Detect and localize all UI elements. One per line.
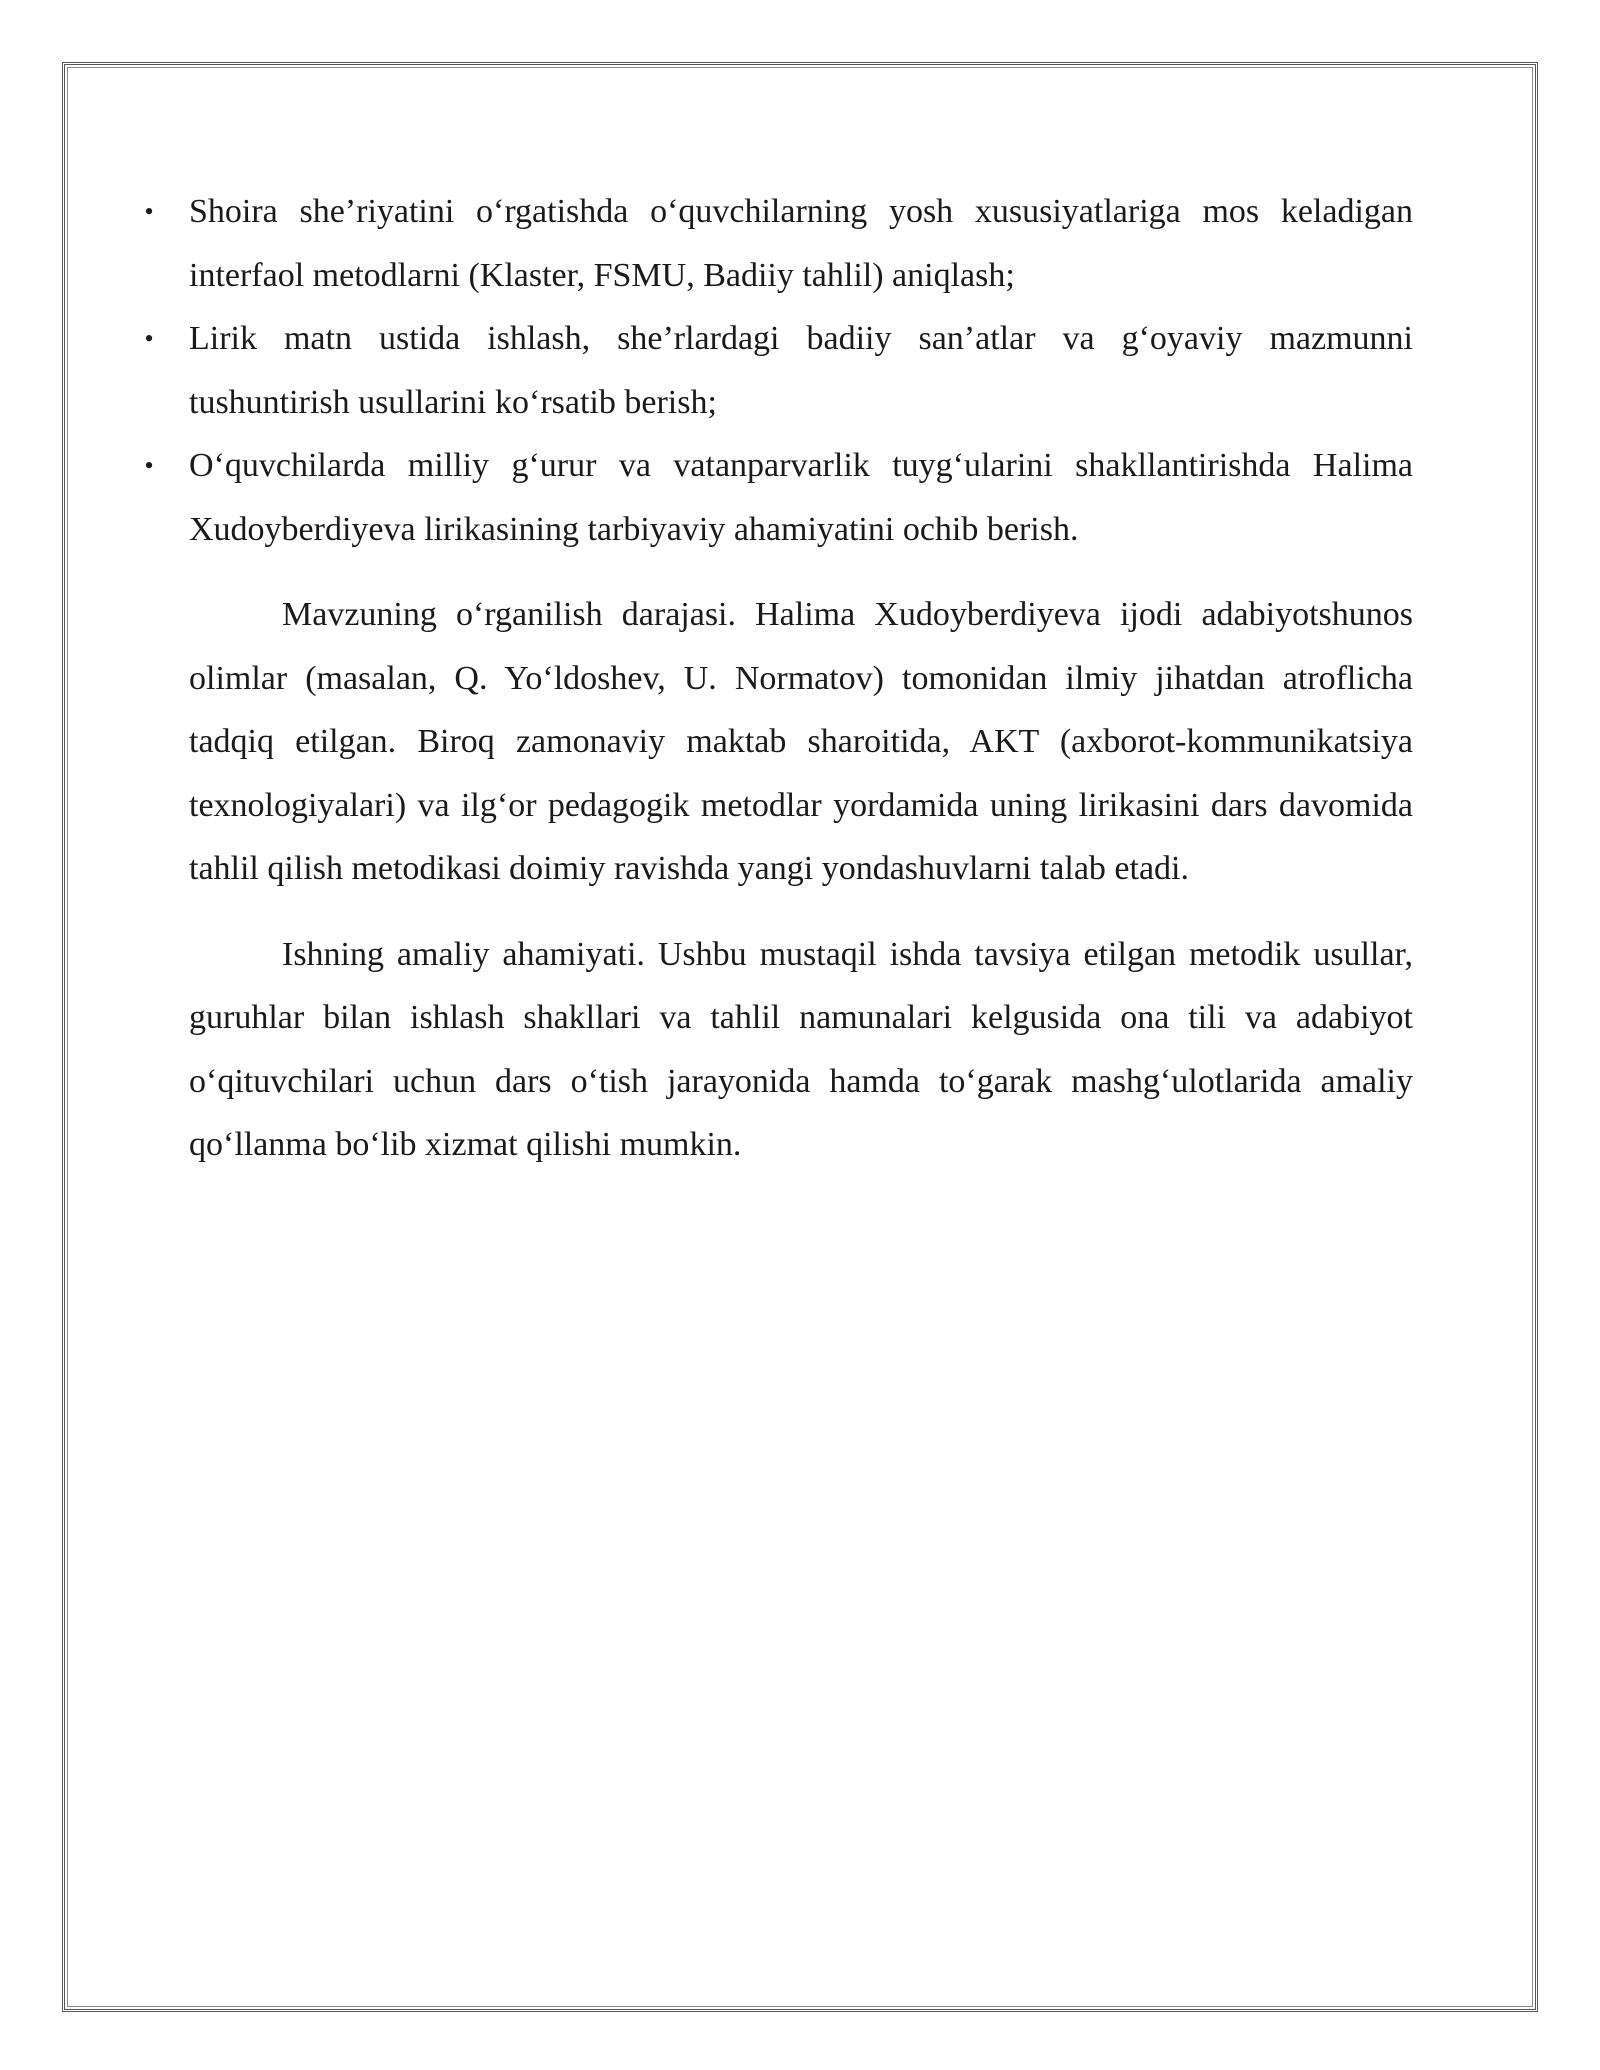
paragraph-study-level: Mavzuning o‘rganilish darajasi. Halima Xudoyberdiyeva ijodi adabiyotshunos olimlar (masalan, Q. Yo‘ldoshev, U. Normatov) tomonidan ilmiy jihatdan atroflicha tadqiq etilgan. Biroq zamonaviy maktab sharoitida, AKT (axborot-kommunikatsiya texnologiyalari) va ilg‘or pedagogik metodlar yordamida uning lirikasini dars davomida tahlil qilish metodikasi doimiy ravishda yangi yondashuvlarni talab etadi. (189, 596, 1413, 887)
paragraph-practical-significance: Ishning amaliy ahamiyati. Ushbu mustaqil ishda tavsiya etilgan metodik usullar, guruhlar bilan ishlash shakllari va tahlil namunalari kelgusida ona tili va adabiyot o‘qituvchilari uchun dars o‘tish jarayonida hamda to‘garak mashg‘ulotlarida amaliy qo‘llanma bo‘lib xizmat qilishi mumkin. (189, 935, 1413, 1163)
bullet-icon: • (144, 451, 154, 480)
bullet-icon: • (144, 324, 154, 353)
list-item-text: Shoira she’riyatini o‘rgatishda o‘quvchilarning yosh xususiyatlariga mos keladigan interfaol metodlarni (Klaster, FSMU, Badiiy tahlil) aniqlash; (189, 193, 1413, 294)
list-item (144, 180, 1413, 307)
bullet-icon: • (144, 197, 154, 226)
list-item (144, 307, 1413, 434)
objectives-list (144, 180, 1413, 561)
list-item-text: O‘quvchilarda milliy g‘urur va vatanparvarlik tuyg‘ularini shakllantirishda Halima Xudoyberdiyeva lirikasining tarbiyaviy ahamiyatini ochib berish. (189, 447, 1413, 548)
document-body (144, 180, 1413, 1177)
list-item (144, 434, 1413, 561)
list-item-text: Lirik matn ustida ishlash, she’rlardagi badiiy san’atlar va g‘oyaviy mazmunni tushuntirish usullarini ko‘rsatib berish; (189, 320, 1413, 421)
